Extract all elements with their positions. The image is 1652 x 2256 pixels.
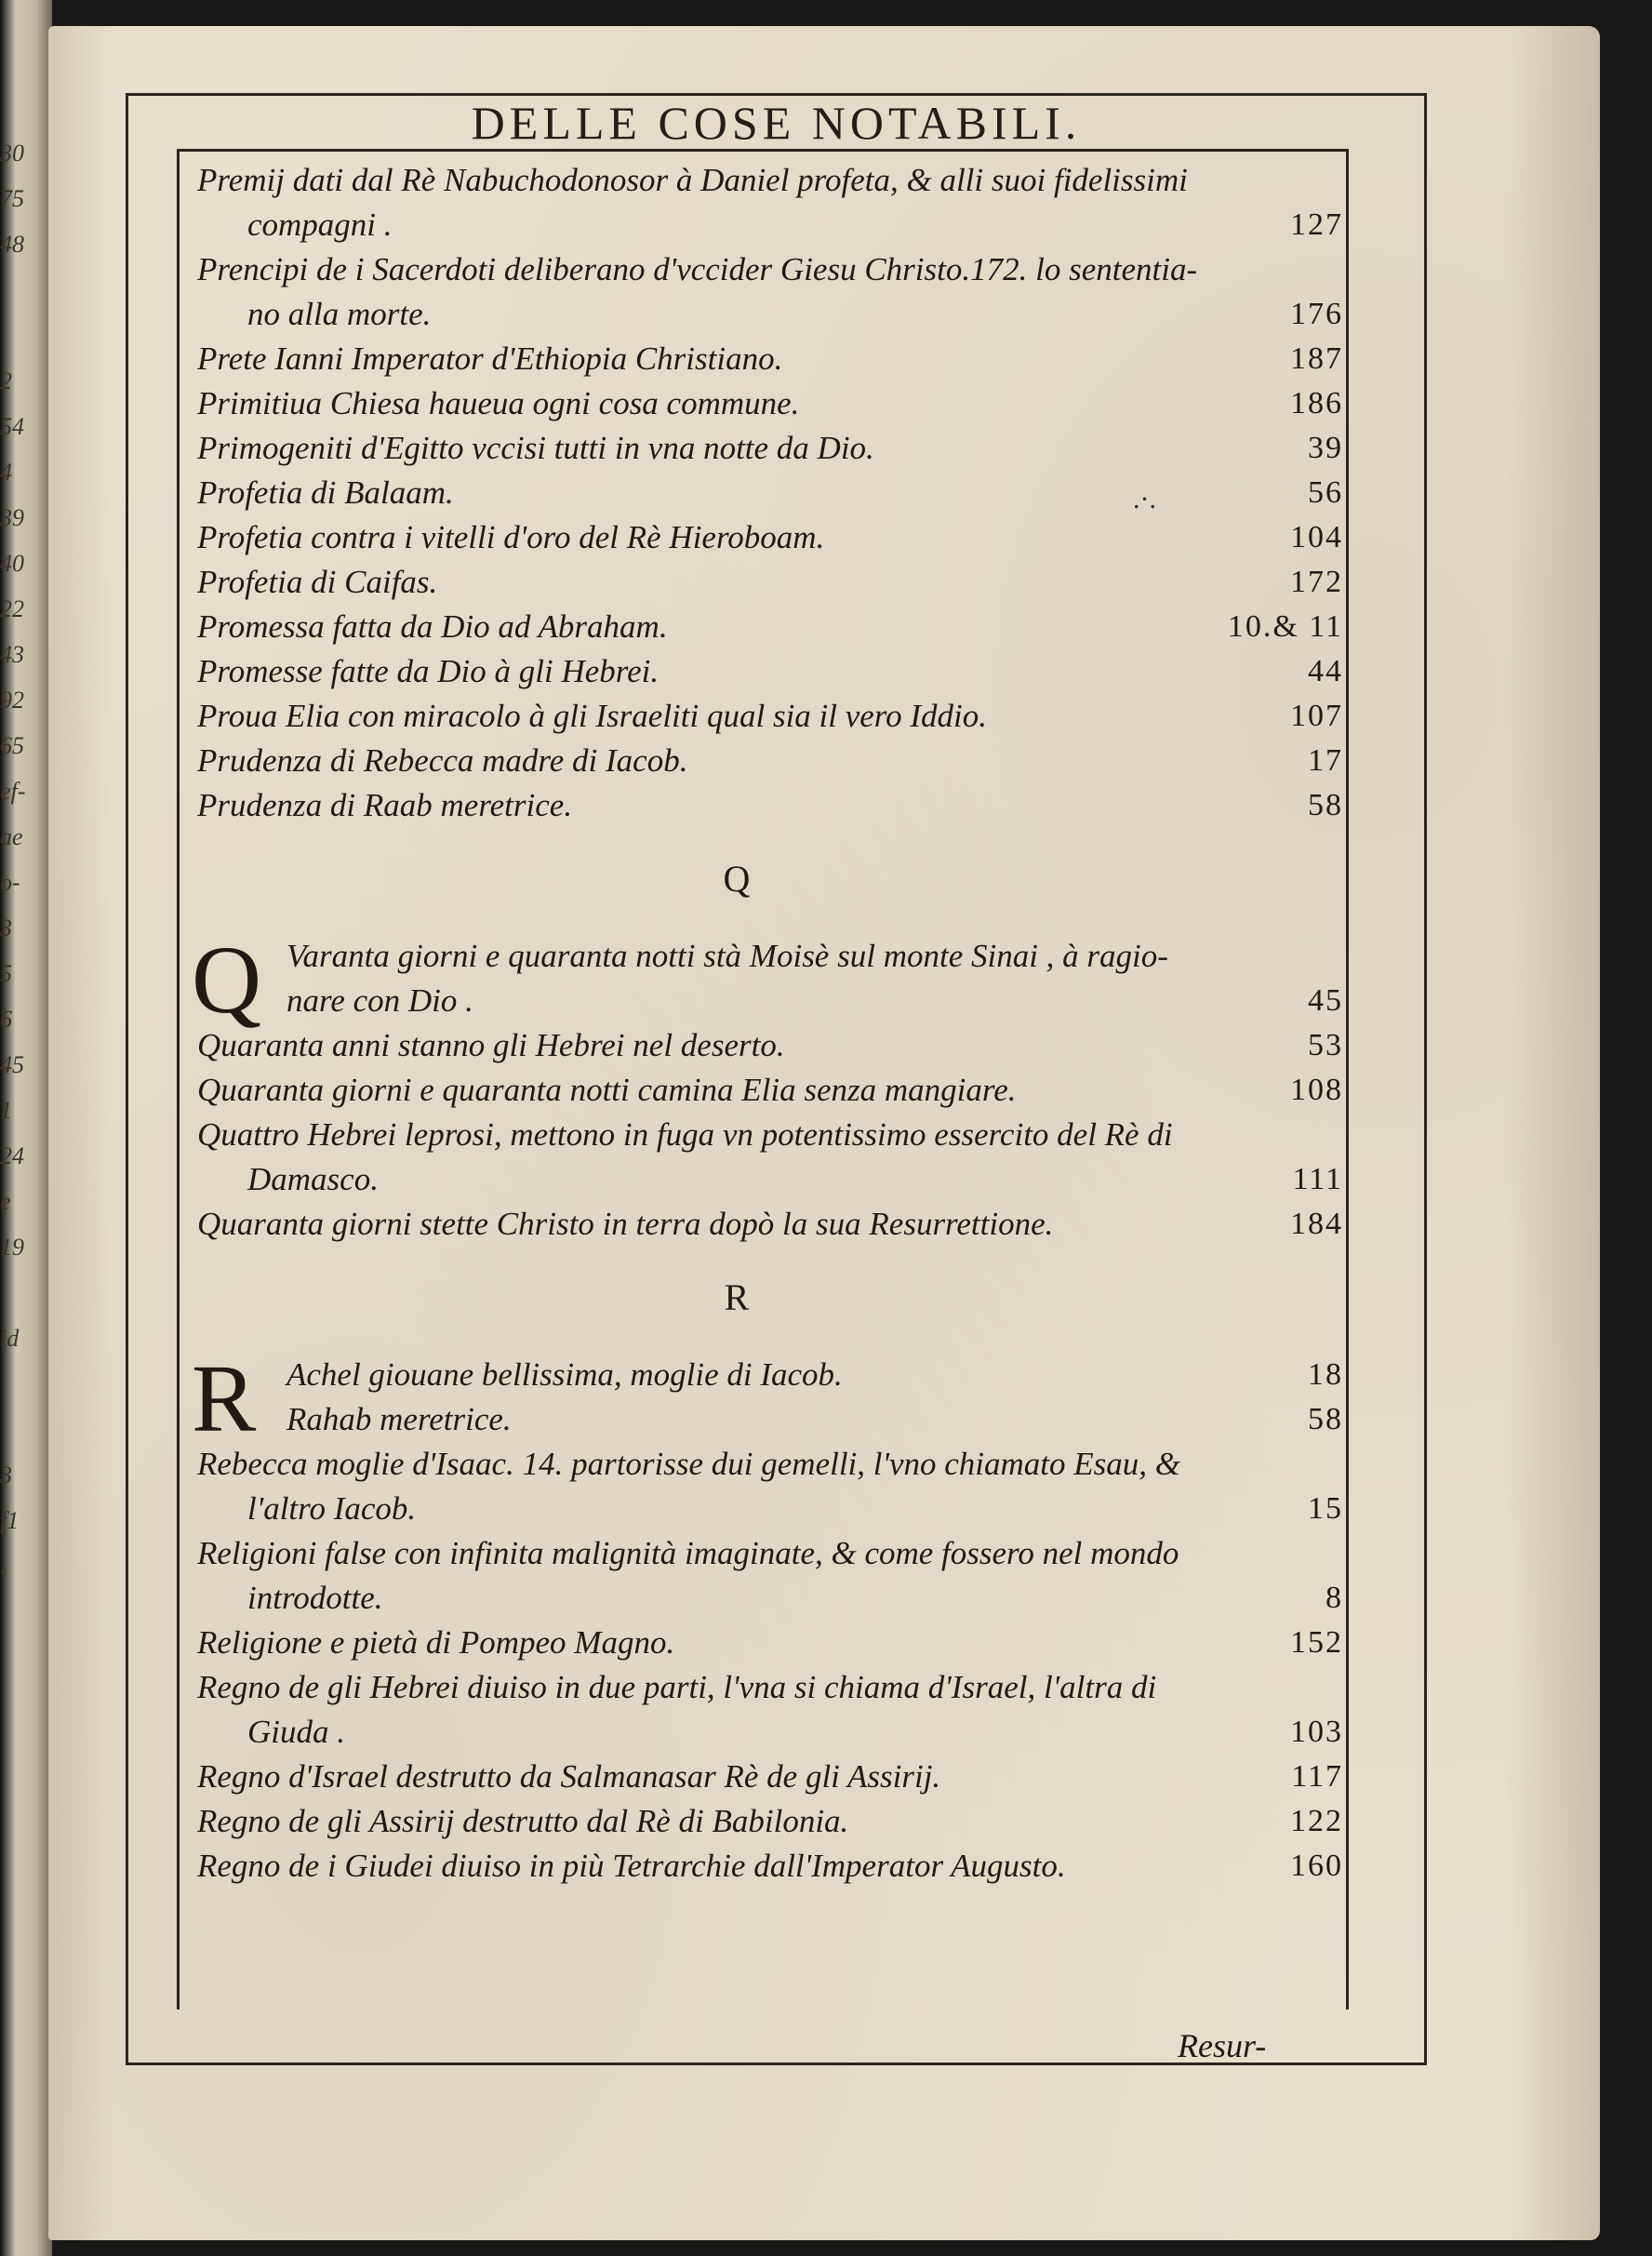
- entry-text: Rebecca moglie d'Isaac. 14. partorisse dui gemelli, l'vno chiamato Esau, &: [197, 1446, 1181, 1482]
- entry-text: Regno de gli Assirij destrutto dal Rè di Babilonia.: [197, 1803, 849, 1839]
- section-r-drop-block: [192, 1345, 1351, 1452]
- entry-page-number: 104: [1290, 520, 1343, 554]
- margin-fragment: 22: [0, 595, 24, 622]
- entry-text: Promesse fatte da Dio à gli Hebrei.: [197, 653, 659, 689]
- margin-fragment: 43: [0, 641, 24, 668]
- entry-text: Profetia di Caifas.: [197, 564, 438, 600]
- entry-text: Promessa fatta da Dio ad Abraham.: [197, 608, 668, 645]
- section-letter-heading: Q: [723, 858, 751, 900]
- entry-page-number: 44: [1308, 654, 1343, 688]
- entry-page-number: 53: [1308, 1028, 1343, 1062]
- margin-fragment: 3: [0, 914, 12, 941]
- entry-text: Profetia di Balaam.: [197, 474, 454, 511]
- margin-fragment: [0, 1361, 37, 1407]
- header-rule: [177, 149, 1349, 152]
- margin-fragment: id: [0, 1325, 20, 1352]
- index-entry: [197, 694, 1351, 739]
- index-entry: [197, 381, 1351, 426]
- margin-fragment: 54: [0, 413, 24, 440]
- margin-fragment: f1: [0, 1507, 20, 1534]
- entry-page-number: 8: [1326, 1581, 1343, 1615]
- entry-text: Regno de i Giudei diuiso in più Tetrarchie dall'Imperator Augusto.: [197, 1848, 1066, 1884]
- index-entry: [197, 1023, 1351, 1068]
- entry-text: Religione e pietà di Pompeo Magno.: [197, 1624, 675, 1661]
- margin-fragment: .: [0, 1553, 7, 1580]
- margin-fragment: [0, 267, 37, 313]
- index-entry: [197, 1353, 1351, 1397]
- index-entry: [197, 739, 1351, 783]
- margin-fragment: 2: [0, 367, 12, 394]
- entry-page-number: 117: [1291, 1759, 1343, 1794]
- margin-fragment: 30: [0, 140, 24, 167]
- entry-page-number: 186: [1290, 386, 1343, 420]
- index-entry: [197, 783, 1351, 828]
- index-entry: [197, 1531, 1351, 1621]
- entry-page-number: 15: [1308, 1491, 1343, 1526]
- entry-text-continuation: introdotte.: [247, 1580, 383, 1616]
- margin-fragment: 40: [0, 550, 24, 577]
- entry-text: Rahab meretrice.: [286, 1401, 512, 1437]
- margin-fragment: 75: [0, 185, 24, 212]
- index-entry: [197, 1113, 1351, 1202]
- entry-text: Quaranta giorni e quaranta notti camina Elia senza mangiare.: [197, 1072, 1017, 1108]
- entry-text: Primogeniti d'Egitto vccisi tutti in vna notte da Dio.: [197, 430, 874, 466]
- index-entry: [197, 1665, 1351, 1755]
- drop-capital: R: [192, 1345, 257, 1452]
- margin-fragment: ae: [0, 823, 23, 850]
- margin-fragment: 48: [0, 231, 24, 258]
- entry-text: Regno de gli Hebrei diuiso in due parti, l'vna si chiama d'Israel, l'altra di: [197, 1669, 1157, 1705]
- margin-fragment: o-: [0, 869, 20, 896]
- index-entry: [197, 1844, 1351, 1889]
- entry-text-continuation: l'altro Iacob.: [247, 1490, 417, 1527]
- entry-text-continuation: Damasco.: [247, 1161, 379, 1197]
- index-entry: [197, 471, 1351, 515]
- entry-page-number: 107: [1290, 699, 1343, 733]
- entry-page-number: 18: [1308, 1357, 1343, 1392]
- entry-text: Prencipi de i Sacerdoti deliberano d'vccider Giesu Christo.172. lo sententia-: [197, 251, 1198, 287]
- index-entry: [197, 337, 1351, 381]
- entry-page-number: 127: [1290, 207, 1343, 242]
- entry-page-number: 17: [1308, 743, 1343, 778]
- index-entry: [197, 649, 1351, 694]
- drop-capital: Q: [192, 927, 262, 1034]
- margin-fragment: 4: [0, 459, 12, 486]
- margin-fragment: 65: [0, 732, 24, 759]
- entry-text: Quaranta giorni stette Christo in terra dopò la sua Resurrettione.: [197, 1206, 1054, 1242]
- entry-page-number: 160: [1290, 1849, 1343, 1883]
- entry-text: Profetia contra i vitelli d'oro del Rè Hieroboam.: [197, 519, 825, 555]
- entry-page-number: 103: [1290, 1715, 1343, 1749]
- margin-fragment: 92: [0, 687, 24, 714]
- index-entry: [197, 1621, 1351, 1665]
- index-entry: [197, 1397, 1351, 1442]
- margin-fragment: 1: [0, 1097, 12, 1124]
- entry-page-number: 184: [1290, 1207, 1343, 1241]
- entry-text: Religioni false con infinita malignità imaginate, & come fossero nel mondo: [197, 1535, 1179, 1571]
- entry-text-continuation: compagni .: [247, 207, 393, 243]
- entry-page-number: 58: [1308, 788, 1343, 822]
- index-entry: [197, 1442, 1351, 1531]
- index-entry: [197, 605, 1351, 649]
- entry-page-number: 172: [1290, 565, 1343, 599]
- previous-page-edge: [0, 0, 52, 2256]
- entry-text: Proua Elia con miracolo à gli Israeliti qual sia il vero Iddio.: [197, 698, 988, 734]
- entry-text: Varanta giorni e quaranta notti stà Moisè sul monte Sinai , à ragio-: [286, 938, 1168, 974]
- margin-fragment: 39: [0, 504, 24, 531]
- entry-text: Quattro Hebrei leprosi, mettono in fuga vn potentissimo essercito del Rè di: [197, 1116, 1173, 1153]
- entry-page-number: 176: [1290, 297, 1343, 331]
- entry-page-number: 45: [1308, 983, 1343, 1018]
- entry-text: Premij dati dal Rè Nabuchodonosor à Daniel profeta, & alli suoi fidelissimi: [197, 162, 1188, 198]
- margin-fragment: [0, 313, 37, 358]
- margin-fragment: ef-: [0, 778, 26, 805]
- entry-text: Prudenza di Rebecca madre di Iacob.: [197, 742, 688, 779]
- index-entry: [197, 1202, 1351, 1247]
- entry-text: Quaranta anni stanno gli Hebrei nel deserto.: [197, 1027, 785, 1063]
- entry-text: Prete Ianni Imperator d'Ethiopia Christiano.: [197, 340, 783, 377]
- margin-fragment: 45: [0, 1051, 24, 1078]
- catchword: Resur-: [1178, 2027, 1267, 2064]
- entry-text-continuation: Giuda .: [247, 1714, 345, 1750]
- margin-fragment: 5: [0, 960, 12, 987]
- index-content: [192, 158, 1351, 1889]
- index-entry: [197, 1068, 1351, 1113]
- entry-text: Prudenza di Raab meretrice.: [197, 787, 573, 823]
- previous-page-margin-text: [0, 130, 37, 1589]
- margin-fragment: 19: [0, 1234, 24, 1261]
- running-header: DELLE COSE NOTABILI.: [471, 97, 1082, 149]
- index-entry: [197, 515, 1351, 560]
- section-letter-heading: R: [724, 1276, 750, 1318]
- index-entry: [197, 158, 1351, 247]
- stray-mark: .·.: [1133, 484, 1156, 514]
- margin-fragment: e: [0, 1188, 11, 1215]
- index-entry: [197, 560, 1351, 605]
- margin-fragment: 6: [0, 1006, 12, 1033]
- index-entry: [197, 247, 1351, 337]
- margin-fragment: 24: [0, 1142, 24, 1169]
- section-q-drop-block: [192, 927, 1351, 1034]
- entry-page-number: 187: [1290, 341, 1343, 376]
- entry-page-number: 39: [1308, 431, 1343, 465]
- entry-text-continuation: nare con Dio .: [286, 982, 473, 1019]
- margin-fragment: 3: [0, 1462, 12, 1488]
- margin-fragment: [0, 1407, 37, 1452]
- entry-page-number: 122: [1290, 1804, 1343, 1838]
- entry-text: Regno d'Israel destrutto da Salmanasar Rè de gli Assirij.: [197, 1758, 941, 1795]
- index-entry: [197, 934, 1351, 1023]
- entry-text-continuation: no alla morte.: [247, 296, 432, 332]
- index-entry: [197, 1799, 1351, 1844]
- entry-page-number: 152: [1290, 1625, 1343, 1660]
- entry-text: Primitiua Chiesa haueua ogni cosa commune.: [197, 385, 800, 421]
- entry-text: Achel giouane bellissima, moglie di Iacob.: [286, 1356, 843, 1393]
- entry-page-number: 56: [1308, 475, 1343, 510]
- entry-page-number: 58: [1308, 1402, 1343, 1436]
- margin-fragment: [0, 1270, 37, 1315]
- entry-page-number: 10.& 11: [1227, 609, 1343, 644]
- entry-page-number: 108: [1290, 1073, 1343, 1107]
- entry-page-number: 111: [1292, 1162, 1343, 1196]
- index-entry: [197, 1755, 1351, 1799]
- index-entry: [197, 426, 1351, 471]
